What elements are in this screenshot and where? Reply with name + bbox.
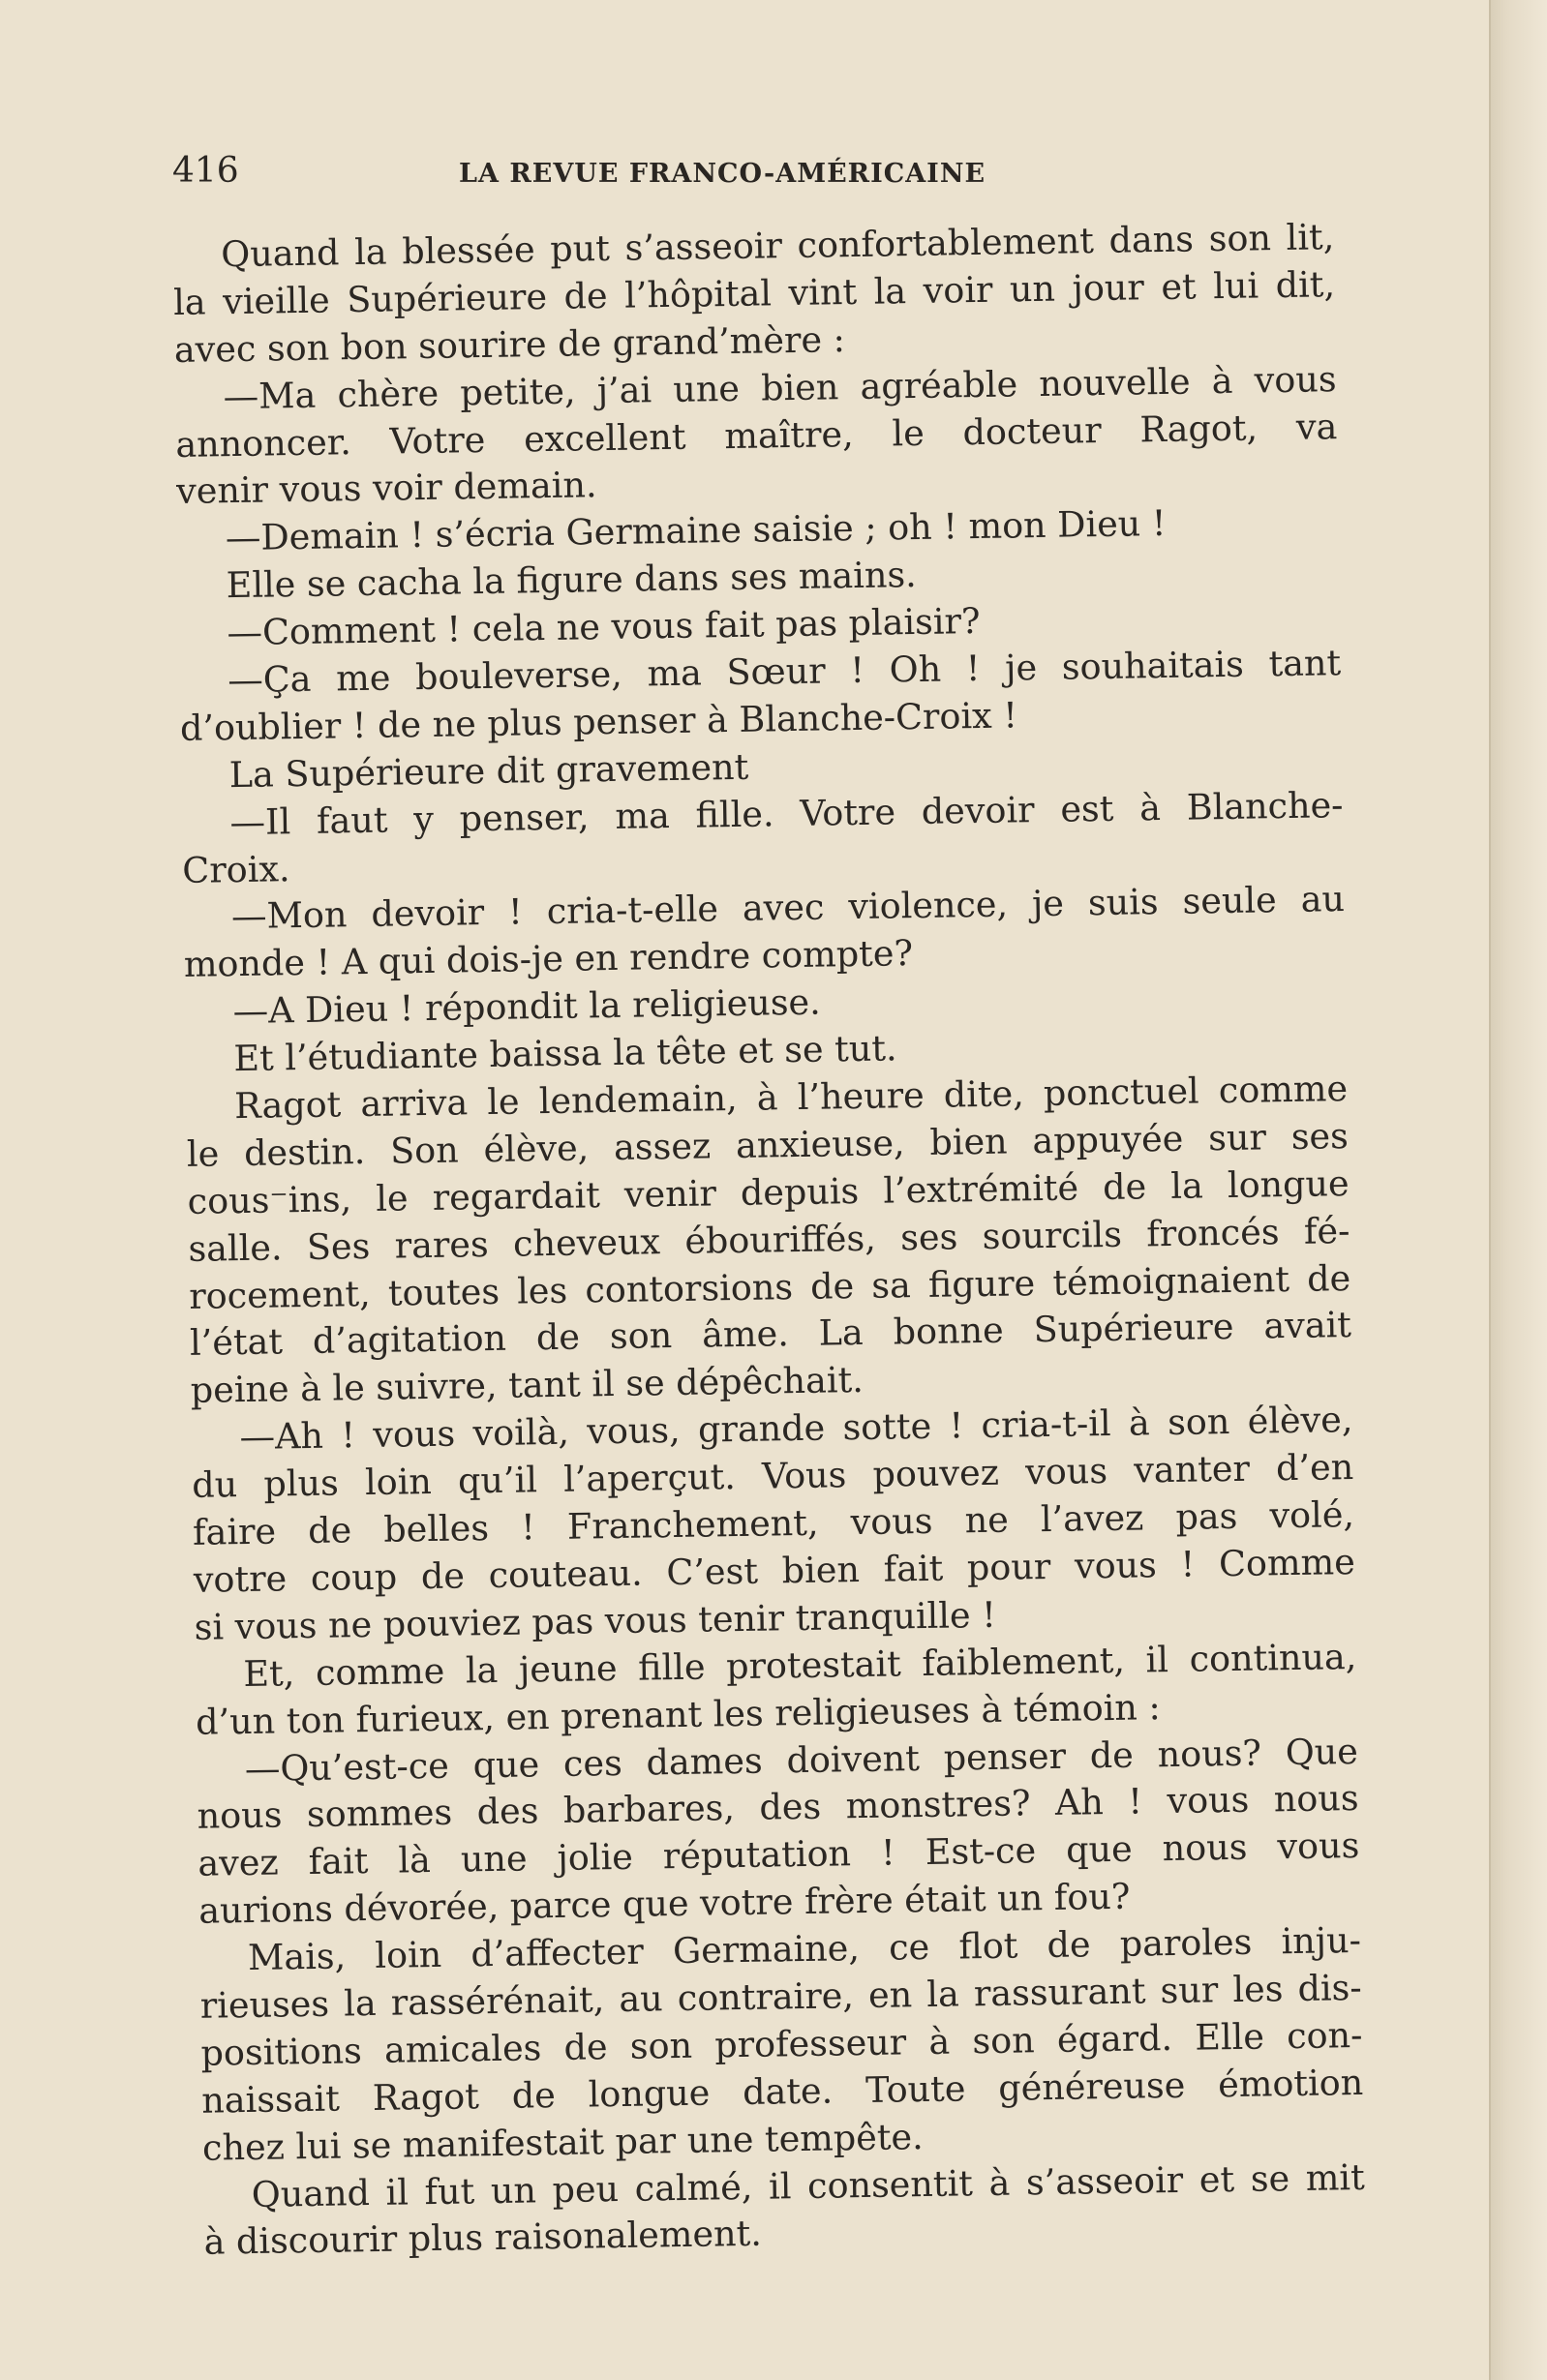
text-line: faire de belles ! Franchement, vous ne l’avez pas volé, <box>192 1493 1355 1553</box>
text-line: d’un ton furieux, en prenant les religieuses à témoin : <box>195 1685 1162 1743</box>
text-line: du plus loin qu’il l’aperçut. Vous pouvez vous vanter d’en <box>191 1446 1354 1506</box>
text-line: peine à le suivre, tant il se dépêchait. <box>190 1359 864 1412</box>
text-line: l’état d’agitation de son âme. La bonne Supérieure avait <box>189 1304 1352 1365</box>
text-line: Mais, loin d’affecter Germaine, ce flot de paroles inju- <box>247 1918 1362 1979</box>
text-line: —Ça me bouleverse, ma Sœur ! Oh ! je souhaitais tant <box>227 642 1342 702</box>
text-line: —Qu’est-ce que ces dames doivent penser de nous? Que <box>244 1730 1359 1790</box>
text-line: —Il faut y penser, ma fille. Votre devoir est à Blanche- <box>229 783 1344 843</box>
body-text <box>172 214 1366 2267</box>
text-line: monde ! A qui dois-je en rendre compte? <box>183 932 914 986</box>
text-line: chez lui se manifestait par une tempête. <box>201 2115 924 2169</box>
text-line: salle. Ses rares cheveux ébouriffés, ses sourcils froncés fé- <box>188 1209 1350 1270</box>
text-line: —Mon devoir ! cria-t-elle avec violence, je suis seule au <box>230 878 1346 938</box>
text-line: Et l’étudiante baissa la tête et se tut. <box>233 1027 897 1080</box>
text-line: annoncer. Votre excellent maître, le docteur Ragot, va <box>175 405 1338 466</box>
text-line: la vieille Supérieure de l’hôpital vint la voir un jour et lui dit, <box>172 263 1336 323</box>
text-line: à discourir plus raisonalement. <box>203 2213 763 2264</box>
text-line: d’oublier ! de ne plus penser à Blanche-Croix ! <box>179 694 1018 749</box>
text-line: —A Dieu ! répondit la religieuse. <box>232 980 822 1033</box>
text-line: votre coup de couteau. C’est bien fait pour vous ! Comme <box>193 1540 1356 1601</box>
text-line: La Supérieure dit gravement <box>228 745 749 796</box>
text-line: Croix. <box>182 847 290 891</box>
text-line: positions amicales de son professeur à son égard. Elle con- <box>200 2013 1363 2074</box>
text-line: —Ah ! vous voilà, vous, grande sotte ! cria-t-il à son élève, <box>239 1399 1353 1459</box>
text-line: rieuses la rassérénait, au contraire, en la rassurant sur les dis- <box>199 1966 1362 2027</box>
text-line: Quand il fut un peu calmé, il consentit à s’asseoir et se mit <box>251 2155 1366 2215</box>
text-line: venir vous voir demain. <box>175 464 597 513</box>
text-line: Ragot arriva le lendemain, à l’heure dite, ponctuel comme <box>233 1068 1349 1128</box>
text-line: Quand la blessée put s’asseoir confortablement dans son lit, <box>221 216 1335 276</box>
text-line: Elle se cacha la figure dans ses mains. <box>226 554 918 607</box>
text-line: aurions dévorée, parce que votre frère était un fou? <box>197 1875 1131 1932</box>
text-line: le destin. Son élève, assez anxieuse, bien appuyée sur ses <box>186 1114 1350 1175</box>
text-line: —Ma chère petite, j’ai une bien agréable nouvelle à vous <box>223 357 1337 417</box>
running-title: LA REVUE FRANCO-AMÉRICAINE <box>459 159 986 189</box>
adjacent-page-edge <box>1491 0 1547 2380</box>
text-line: cous⁻ins, le regardait venir depuis l’extrémité de la longue <box>187 1161 1350 1222</box>
running-header <box>172 143 1334 201</box>
text-line: avez fait là une jolie réputation ! Est-ce que nous vous <box>197 1824 1360 1885</box>
text-line: Et, comme la jeune fille protestait faiblement, il continua, <box>243 1635 1357 1695</box>
text-line: nous sommes des barbares, des monstres? Ah ! vous nous <box>197 1777 1359 1838</box>
page-number: 416 <box>172 151 239 191</box>
text-line: si vous ne pouviez pas vous tenir tranquille ! <box>194 1593 997 1648</box>
text-line: rocement, toutes les contorsions de sa figure témoignaient de <box>188 1256 1351 1317</box>
text-line: avec son bon sourire de grand’mère : <box>173 317 846 371</box>
text-line: —Demain ! s’écria Germaine saisie ; oh ! mon Dieu ! <box>225 502 1167 559</box>
text-line: —Comment ! cela ne vous fait pas plaisir? <box>227 600 981 654</box>
text-line: naissait Ragot de longue date. Toute généreuse émotion <box>200 2061 1364 2122</box>
